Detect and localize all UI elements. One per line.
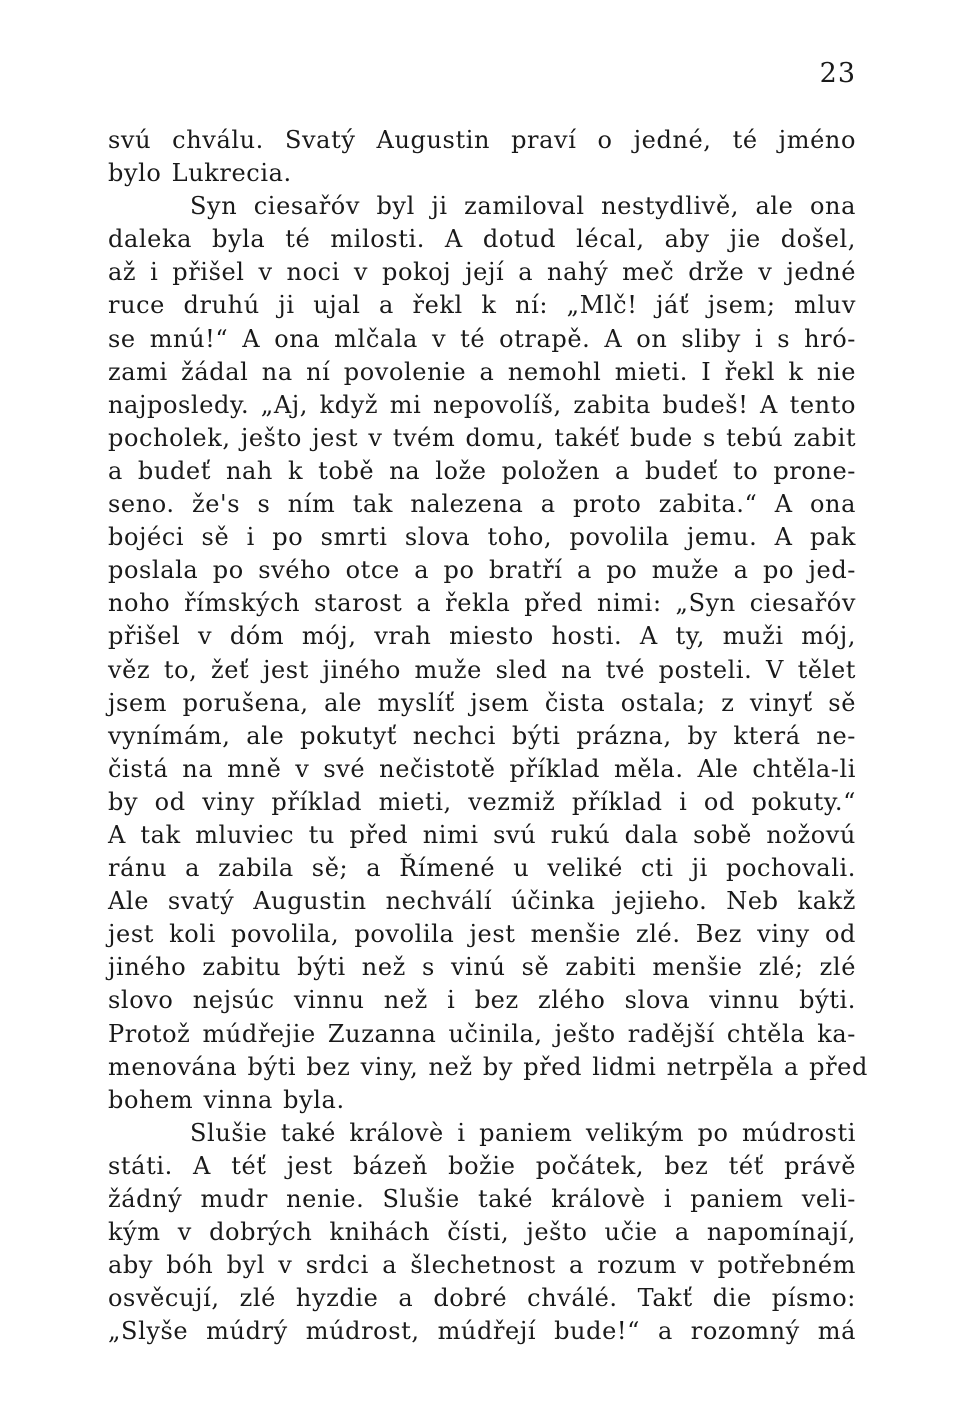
- text-line: slovo nejsúc vinnu než i bez zlého slova vinnu býti.: [108, 986, 856, 1015]
- text-line: až i přišel v noci v pokoj její a nahý meč drže v jedné: [108, 258, 856, 287]
- text-line: státi. A téť jest bázeň božie počátek, bez téť právě: [108, 1151, 856, 1180]
- text-line: menována býti bez viny, než by před lidmi netrpěla a před: [108, 1052, 868, 1081]
- text-line: seno. že's s ním tak nalezena a proto zabita.“ A ona: [108, 490, 856, 519]
- page-number: 23: [819, 58, 856, 89]
- text-line: bylo Lukrecia.: [108, 159, 292, 188]
- text-line: se mnú!“ A ona mlčala v té otrapě. A on sliby i s hró-: [108, 324, 856, 353]
- text-line: zami žádal na ní povolenie a nemohl mieti. I řekl k nie: [108, 357, 856, 386]
- text-line: ránu a zabila sě; a Římené u veliké cti ji pochovali.: [108, 854, 856, 883]
- text-line: jiného zabitu býti než s vinú sě zabiti menšie zlé; zlé: [108, 953, 856, 982]
- text-line: věz to, žeť jest jiného muže sled na tvé posteli. V tělet: [108, 655, 856, 684]
- text-line: kým v dobrých knihách čísti, ješto učie a napomínají,: [108, 1218, 856, 1247]
- text-line: bojéci sě i po smrti slova toho, povolila jemu. A pak: [108, 523, 856, 552]
- text-line: jsem porušena, ale myslíť jsem čista ostala; z vinyť sě: [108, 688, 856, 717]
- paragraph-start-line: Syn ciesařóv byl ji zamiloval nestydlivě, ale ona: [190, 192, 856, 221]
- text-line: bohem vinna byla.: [108, 1085, 345, 1114]
- text-line: jest koli povolila, povolila jest menšie zlé. Bez viny od: [108, 920, 856, 949]
- text-line: A tak mluviec tu před nimi svú rukú dala sobě nožovú: [108, 820, 856, 849]
- paragraph-start-line: Slušie také královè i paniem velikým po múdrosti: [190, 1118, 856, 1147]
- text-line: Ale svatý Augustin nechválí účinka jejieho. Neb kakž: [108, 887, 856, 916]
- text-line: pocholek, ješto jest v tvém domu, takéť bude s tebú zabit: [108, 423, 857, 452]
- text-line: svú chválu. Svatý Augustin praví o jedné, té jméno: [108, 126, 856, 154]
- text-line: Protož múdřejie Zuzanna učinila, ješto radější chtěla ka-: [108, 1019, 856, 1048]
- text-line: a budeť nah k tobě na lože položen a budeť to prone-: [108, 456, 856, 485]
- text-line: čistá na mně v své nečistotě příklad měla. Ale chtěla-li: [108, 754, 856, 783]
- text-line: přišel v dóm mój, vrah miesto hosti. A ty, muži mój,: [108, 622, 856, 651]
- text-line: ruce druhú ji ujal a řekl k ní: „Mlč! jáť jsem; mluv: [108, 291, 856, 320]
- text-line: najposledy. „Aj, když mi nepovolíš, zabita budeš! A tento: [108, 390, 856, 419]
- text-line: daleka byla té milosti. A dotud lécal, aby jie došel,: [108, 225, 856, 254]
- text-line: osvěcují, zlé hyzdie a dobré chválé. Takť die písmo:: [108, 1284, 856, 1313]
- text-line: by od viny příklad mieti, vezmiž příklad i od pokuty.“: [108, 787, 856, 816]
- body-text: [108, 124, 868, 1348]
- text-line: aby bóh byl v srdci a šlechetnost a rozum v potřebném: [108, 1251, 856, 1280]
- text-line: žádný mudr nenie. Slušie také královè i paniem veli-: [108, 1185, 856, 1213]
- text-line: poslala po svého otce a po bratří a po muže a po jed-: [108, 556, 856, 585]
- text-line: „Slyše múdrý múdrost, múdřejí bude!“ a rozomný má: [108, 1317, 856, 1346]
- text-line: noho římských starost a řekla před nimi: „Syn ciesařóv: [108, 589, 856, 618]
- text-line: vynímám, ale pokutyť nechci býti prázna, by která ne-: [108, 721, 856, 750]
